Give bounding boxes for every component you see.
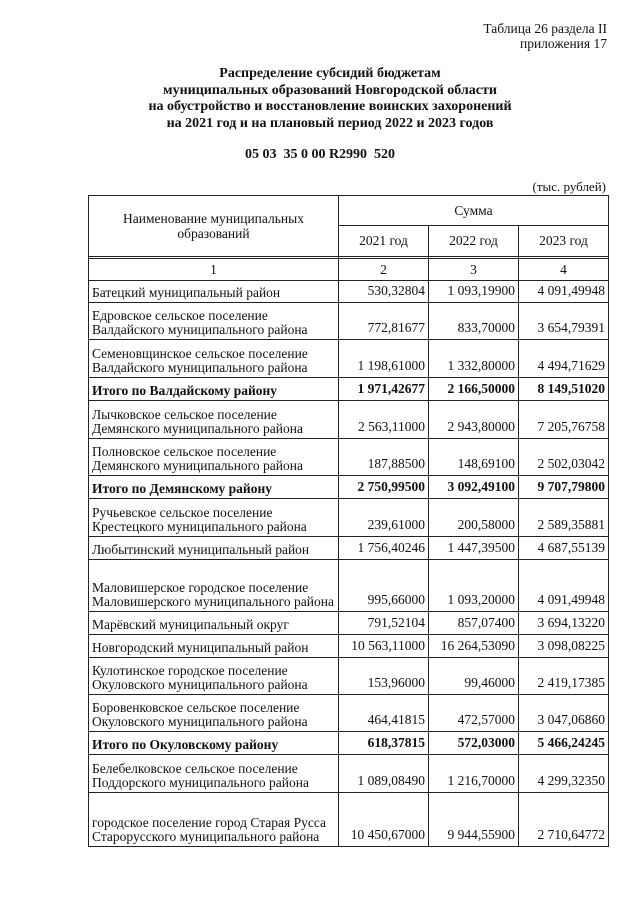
value-2021-cell: 187,88500 [339, 439, 429, 476]
title-line: на 2021 год и на плановый период 2022 и 2023 годов [166, 115, 494, 131]
value-2022-cell: 3 092,49100 [429, 476, 519, 499]
value-2022-cell: 1 093,19900 [429, 281, 519, 303]
table-row [89, 560, 609, 612]
table-total-row [89, 378, 609, 401]
value-2022-cell: 16 264,53090 [429, 635, 519, 658]
table-row [89, 695, 609, 732]
table-body [89, 281, 609, 847]
value-2023-cell: 8 149,51020 [519, 378, 609, 401]
budget-code: 05 03 35 0 00 R2990 520 [244, 147, 396, 162]
value-2021-cell: 1 971,42677 [339, 378, 429, 401]
value-2023-cell: 3 098,08225 [519, 635, 609, 658]
value-2022-cell: 833,70000 [429, 303, 519, 340]
value-2021-cell: 791,52104 [339, 612, 429, 635]
municipality-name-cell: Семеновщинское сельское поселение Валдайского муниципального района [89, 340, 339, 378]
table-header-row [89, 196, 609, 226]
value-2021-cell: 464,41815 [339, 695, 429, 732]
value-2021-cell: 239,61000 [339, 499, 429, 537]
table-row [89, 793, 609, 847]
value-2023-cell: 4 299,32350 [519, 755, 609, 793]
value-2021-cell: 10 450,67000 [339, 793, 429, 847]
value-2021-cell: 2 750,99500 [339, 476, 429, 499]
value-2023-cell: 3 654,79391 [519, 303, 609, 340]
page-reference [447, 21, 607, 51]
value-2022-cell: 472,57000 [429, 695, 519, 732]
municipality-name-cell: Кулотинское городское поселение Окуловского муниципального района [89, 658, 339, 695]
municipality-name-cell: Ручьевское сельское поселение Крестецкого муниципального района [89, 499, 339, 537]
municipality-name-cell: Батецкий муниципальный район [89, 281, 339, 303]
table-row [89, 281, 609, 303]
value-2022-cell: 99,46000 [429, 658, 519, 695]
value-2023-cell: 7 205,76758 [519, 401, 609, 439]
column-number: 4 [519, 259, 609, 281]
value-2021-cell: 10 563,11000 [339, 635, 429, 658]
table-total-row [89, 732, 609, 755]
value-2021-cell: 995,66000 [339, 560, 429, 612]
municipality-name-cell: Едровское сельское поселение Валдайского муниципального района [89, 303, 339, 340]
value-2023-cell: 4 494,71629 [519, 340, 609, 378]
column-header-sum: Сумма [339, 196, 609, 226]
value-2021-cell: 153,96000 [339, 658, 429, 695]
table-row [89, 612, 609, 635]
municipality-name-cell: Итого по Валдайскому району [89, 378, 339, 401]
value-2022-cell: 1 216,70000 [429, 755, 519, 793]
value-2022-cell: 2 943,80000 [429, 401, 519, 439]
column-number-row [89, 259, 609, 281]
value-2022-cell: 200,58000 [429, 499, 519, 537]
value-2022-cell: 1 332,80000 [429, 340, 519, 378]
value-2023-cell: 9 707,79800 [519, 476, 609, 499]
value-2021-cell: 772,81677 [339, 303, 429, 340]
value-2023-cell: 5 466,24245 [519, 732, 609, 755]
document-title [60, 66, 600, 132]
value-2021-cell: 1 198,61000 [339, 340, 429, 378]
column-number: 1 [89, 259, 339, 281]
column-header-name: Наименование муниципальных образований [89, 196, 339, 257]
column-header-2021: 2021 год [339, 226, 429, 257]
title-line: муниципальных образований Новгородской области [163, 82, 497, 98]
municipality-name-cell: Новгородский муниципальный район [89, 635, 339, 658]
municipality-name-cell: Марёвский муниципальный округ [89, 612, 339, 635]
value-2023-cell: 4 687,55139 [519, 537, 609, 560]
value-2023-cell: 2 502,03042 [519, 439, 609, 476]
column-header-2023: 2023 год [519, 226, 609, 257]
value-2023-cell: 3 694,13220 [519, 612, 609, 635]
table-row [89, 658, 609, 695]
table-row [89, 439, 609, 476]
value-2022-cell: 1 447,39500 [429, 537, 519, 560]
column-header-2022: 2022 год [429, 226, 519, 257]
value-2022-cell: 9 944,55900 [429, 793, 519, 847]
value-2021-cell: 2 563,11000 [339, 401, 429, 439]
title-line: на обустройство и восстановление воинских захоронений [148, 99, 512, 114]
table-row [89, 340, 609, 378]
value-2022-cell: 1 093,20000 [429, 560, 519, 612]
municipality-name-cell: Полновское сельское поселение Демянского муниципального района [89, 439, 339, 476]
municipality-name-cell: городское поселение город Старая Русса Старорусского муниципального района [89, 793, 339, 847]
value-2022-cell: 148,69100 [429, 439, 519, 476]
table-total-row [89, 476, 609, 499]
page-ref-line2: приложения 17 [519, 36, 607, 51]
column-number: 3 [429, 259, 519, 281]
municipality-name-cell: Боровенковское сельское поселение Окуловского муниципального района [89, 695, 339, 732]
table-row [89, 537, 609, 560]
value-2022-cell: 572,03000 [429, 732, 519, 755]
column-number: 2 [339, 259, 429, 281]
value-2022-cell: 857,07400 [429, 612, 519, 635]
title-line: Распределение субсидий бюджетам [219, 66, 441, 81]
page-ref-line1: Таблица 26 раздела II [483, 21, 607, 36]
value-2023-cell: 2 419,17385 [519, 658, 609, 695]
table-row [89, 499, 609, 537]
value-2021-cell: 1 756,40246 [339, 537, 429, 560]
value-2023-cell: 2 710,64772 [519, 793, 609, 847]
municipality-name-cell: Лычковское сельское поселение Демянского муниципального района [89, 401, 339, 439]
value-2023-cell: 2 589,35881 [519, 499, 609, 537]
value-2023-cell: 3 047,06860 [519, 695, 609, 732]
table-row [89, 755, 609, 793]
value-2021-cell: 1 089,08490 [339, 755, 429, 793]
municipality-name-cell: Итого по Окуловскому району [89, 732, 339, 755]
units-label: (тыс. рублей) [532, 179, 606, 194]
value-2023-cell: 4 091,49948 [519, 560, 609, 612]
municipality-name-cell: Итого по Демянскому району [89, 476, 339, 499]
municipality-name-cell: Любытинский муниципальный район [89, 537, 339, 560]
municipality-name-cell: Белебелковское сельское поселение Поддорского муниципального района [89, 755, 339, 793]
table-row [89, 303, 609, 340]
municipality-name-cell: Маловишерское городское поселение Маловишерского муниципального района [89, 560, 339, 612]
table-row [89, 635, 609, 658]
table-row [89, 401, 609, 439]
value-2021-cell: 530,32804 [339, 281, 429, 303]
subsidy-table [88, 195, 609, 847]
value-2022-cell: 2 166,50000 [429, 378, 519, 401]
value-2021-cell: 618,37815 [339, 732, 429, 755]
value-2023-cell: 4 091,49948 [519, 281, 609, 303]
